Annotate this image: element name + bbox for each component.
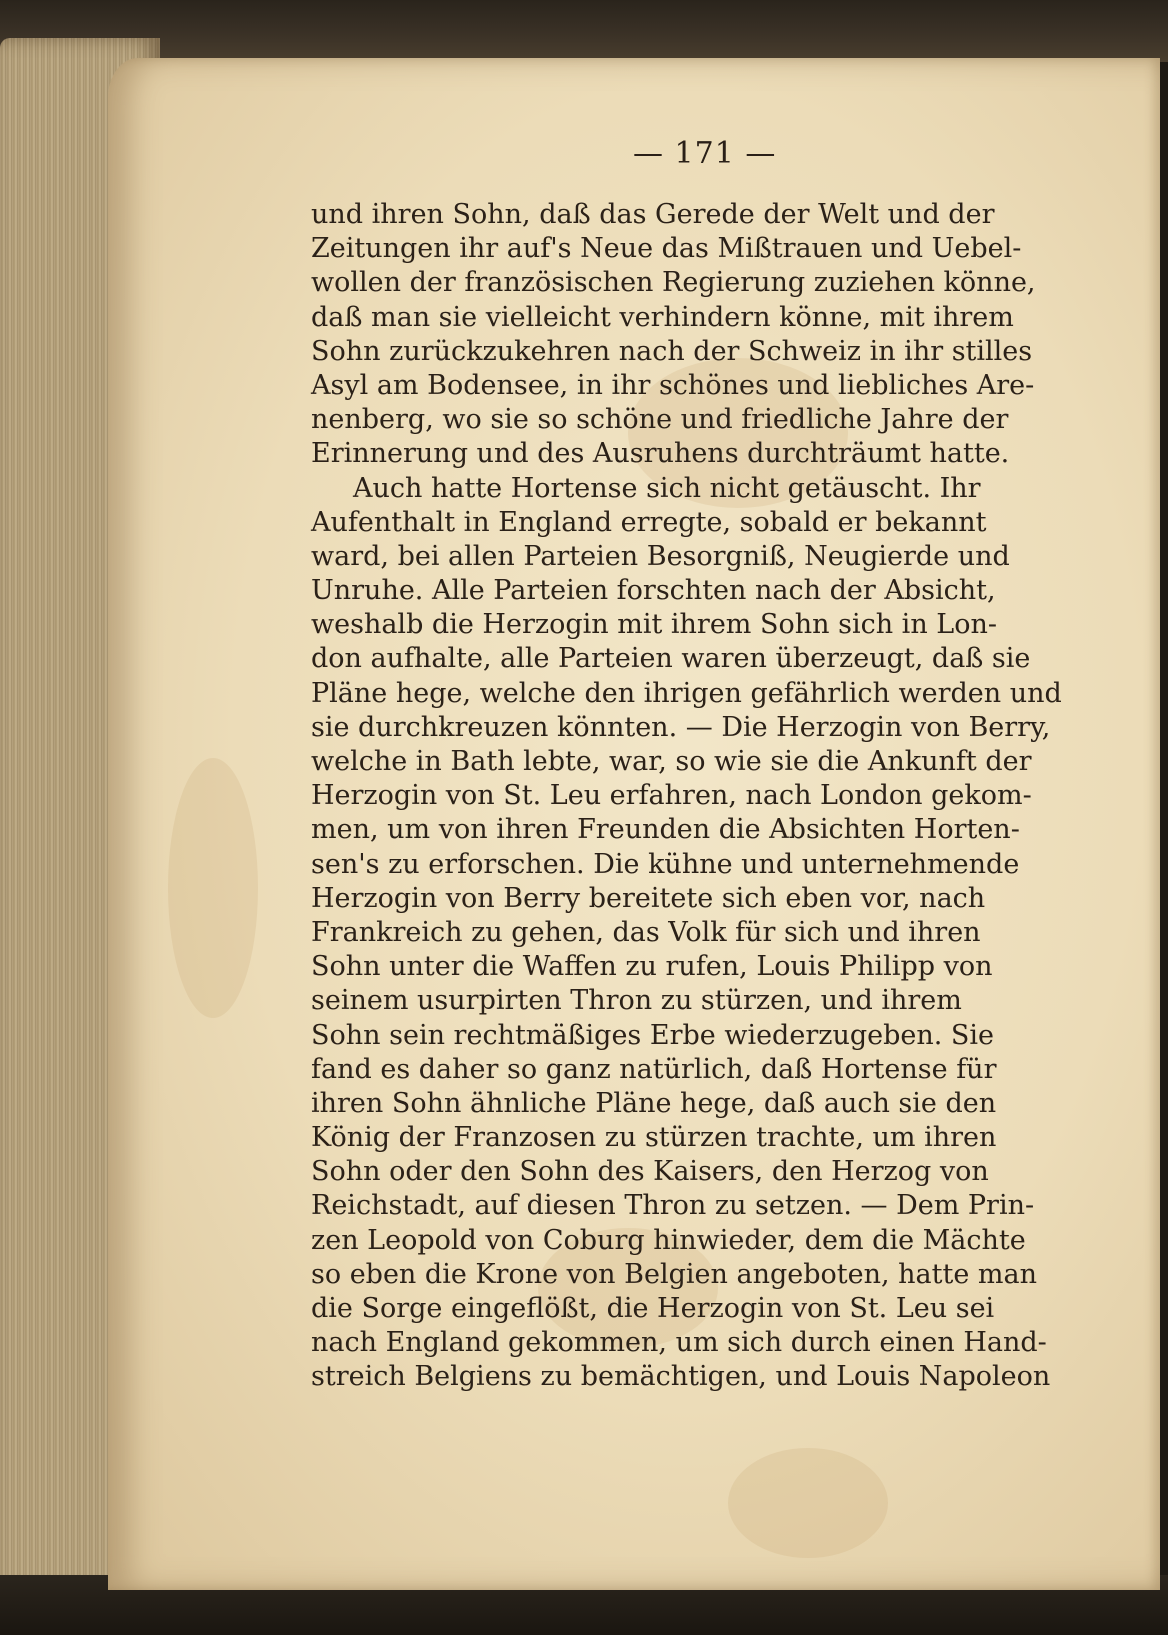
text-line: nach England gekommen, um sich durch einen Hand- xyxy=(311,1327,1047,1359)
text-line: ward, bei allen Parteien Besorgniß, Neugierde und xyxy=(311,540,1010,572)
text-line: men, um von ihren Freunden die Absichten Horten- xyxy=(311,814,1020,846)
text-line: so eben die Krone von Belgien angeboten, hatte man xyxy=(311,1258,1037,1290)
page-number: — 171 — xyxy=(633,136,777,171)
text-line: sen's zu erforschen. Die kühne und unternehmende xyxy=(311,848,1020,880)
text-line: und ihren Sohn, daß das Gerede der Welt und der xyxy=(311,199,995,230)
text-line: Pläne hege, welche den ihrigen gefährlich werden und xyxy=(311,677,1062,709)
text-line: ihren Sohn ähnliche Pläne hege, daß auch sie den xyxy=(311,1087,997,1119)
text-line: Auch hatte Hortense sich nicht getäuscht. Ihr xyxy=(353,472,981,504)
book-cover-top xyxy=(0,0,1168,62)
text-line: sie durchkreuzen könnten. — Die Herzogin von Berry, xyxy=(311,711,1051,743)
text-line: don aufhalte, alle Parteien waren überzeugt, daß sie xyxy=(311,643,1031,675)
text-line: Herzogin von Berry bereitete sich eben vor, nach xyxy=(311,882,986,914)
text-line: Unruhe. Alle Parteien forschten nach der Absicht, xyxy=(311,575,996,607)
text-line: weshalb die Herzogin mit ihrem Sohn sich in Lon- xyxy=(311,609,997,641)
text-line: fand es daher so ganz natürlich, daß Hortense für xyxy=(311,1053,997,1085)
book-page xyxy=(108,58,1160,1590)
text-line: Asyl am Bodensee, in ihr schönes und liebliches Are- xyxy=(311,369,1035,401)
text-line: Herzogin von St. Leu erfahren, nach London gekom- xyxy=(311,780,1032,812)
text-line: Frankreich zu gehen, das Volk für sich und ihren xyxy=(311,916,981,948)
text-line: nenberg, wo sie so schöne und friedliche Jahre der xyxy=(311,404,1009,436)
text-line: Sohn unter die Waffen zu rufen, Louis Philipp von xyxy=(311,951,993,983)
page-stain xyxy=(168,758,258,1018)
text-line: die Sorge eingeflößt, die Herzogin von St. Leu sei xyxy=(311,1293,995,1324)
text-line: Reichstadt, auf diesen Thron zu setzen. — Dem Prin- xyxy=(311,1190,1035,1222)
text-line: Sohn zurückzukehren nach der Schweiz in ihr stilles xyxy=(311,335,1033,367)
text-line: wollen der französischen Regierung zuziehen könne, xyxy=(311,267,1036,299)
page-stain xyxy=(728,1448,888,1558)
text-line: Aufenthalt in England erregte, sobald er bekannt xyxy=(311,506,987,538)
text-line: zen Leopold von Coburg hinwieder, dem die Mächte xyxy=(311,1224,1026,1256)
text-line: König der Franzosen zu stürzen trachte, um ihren xyxy=(311,1122,997,1154)
text-line: welche in Bath lebte, war, so wie sie die Ankunft der xyxy=(311,746,1032,777)
text-line: daß man sie vielleicht verhindern könne, mit ihrem xyxy=(311,301,1014,333)
text-line: Zeitungen ihr auf's Neue das Mißtrauen und Uebel- xyxy=(311,233,1022,265)
text-line: streich Belgiens zu bemächtigen, und Louis Napoleon xyxy=(311,1361,1051,1393)
text-line: Sohn sein rechtmäßiges Erbe wiederzugeben. Sie xyxy=(311,1019,995,1051)
text-line: seinem usurpirten Thron zu stürzen, und ihrem xyxy=(311,985,962,1017)
body-text xyxy=(311,198,1062,1395)
text-line: Erinnerung und des Ausruhens durchträumt hatte. xyxy=(311,438,1010,470)
text-line: Sohn oder den Sohn des Kaisers, den Herzog von xyxy=(311,1156,989,1188)
